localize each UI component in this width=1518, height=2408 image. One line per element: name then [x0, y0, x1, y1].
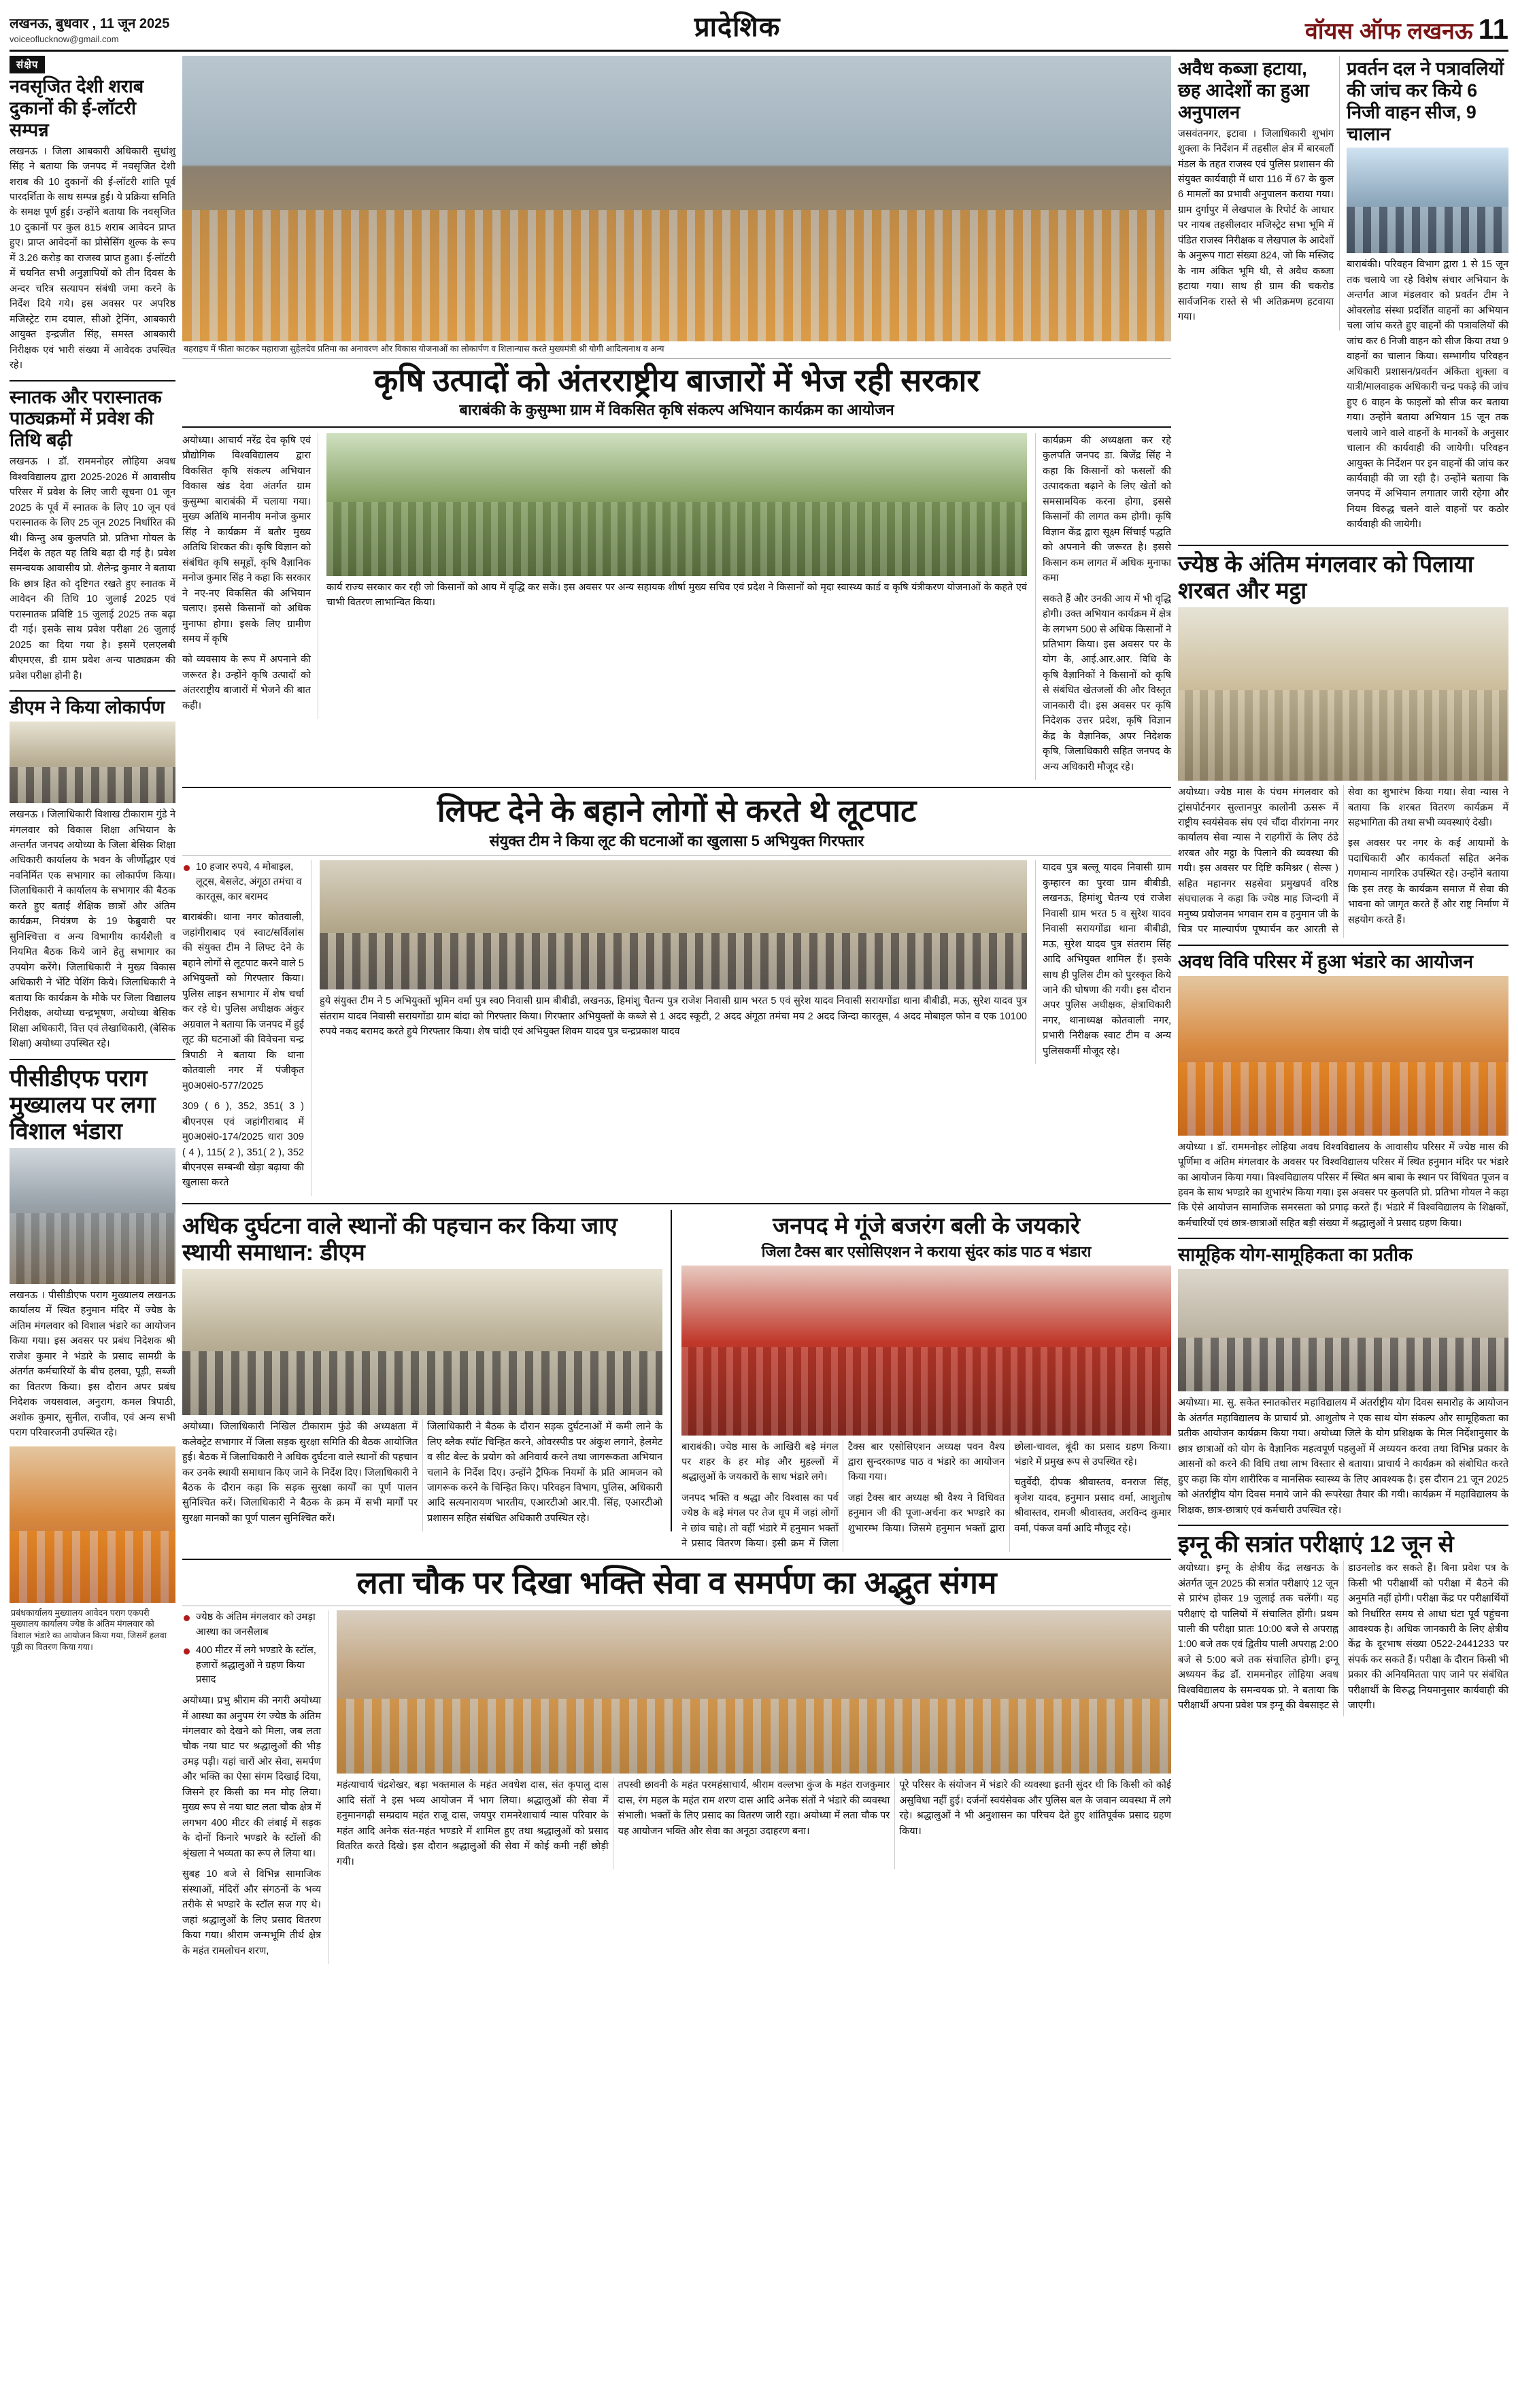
divider — [10, 690, 175, 692]
dm-road-safety-body — [182, 1419, 662, 1531]
lata-para-2: सुबह 10 बजे से विभिन्न सामाजिक संस्थाओं, मंदिरों और संगठनों के भव्य तरीके से भण्डारे के स्टॉल सज गए थे। जहां श्रद्धालुओं के लिए प्रसाद वितरण किया गया। श्रीराम जन्मभूमि तीर्थ क्षेत्र के महंत रामलोचन शरण, — [182, 1869, 321, 1956]
photo-figures — [182, 1351, 662, 1416]
lead-subhead: बाराबंकी के कुसुम्भा ग्राम में विकसित कृषि संकल्प अभियान कार्यक्रम का आयोजन — [459, 401, 894, 419]
left-story-3-headline: डीएम ने किया लोकार्पण — [10, 697, 165, 718]
photo-figures — [10, 1213, 175, 1284]
photo-sharbat-distribution — [1178, 607, 1508, 781]
lead-para-5: सकते हैं और उनकी आय में भी वृद्धि होगी। उक्त अभियान कार्यक्रम में क्षेत्र के लगभग 500 से अधिक किसानों ने प्रतिभाग किया। इस अवसर पर के योग के, आई.आर.आर. विधि के कृषि वैज्ञानिकों ने किसानों को कृषि से संबंधित खेतजलों की और विस्तृत जानकारी दी। इस अवसर पर कृषि निदेशक उत्तर प्रदेश, कृषि विज्ञान केंद्र के वैज्ञानिक, अपर निदेशक कृषि, जिलाधिकारी सहित जनपद के अन्य अधिकारी मौजूद रहे। — [1043, 593, 1171, 773]
photo-figures — [1178, 1062, 1508, 1136]
photo-figures — [1178, 690, 1508, 781]
lata-para-3: महंत्याचार्य चंद्रशेखर, बड़ा भक्तमाल के महंत अवधेश दास, संत कृपालु दास आदि संतों ने इस भव्य आयोजन में भाग लिया। श्रद्धालुओं की सेवा में हनुमानगढ़ी सम्प्रदाय महंत राजू दास, जयपुर रामनरेशाचार्य न्यास परिवार के महंत आदि अनेक संत-महंत भण्डारे में शामिल हुए तथा श्रद्धालुओं को प्रसाद वितरित करते दिखे। इस दौरान श्रद्धालुओं की सेवा में कोई कमी नहीं छोड़ी गयी। — [337, 1780, 609, 1867]
dm-para-2: जिलाधिकारी ने बैठक के दौरान सड़क दुर्घटनाओं में कमी लाने के लिए ब्लैक स्पॉट चिन्हित करने, ओवरस्पीड पर अंकुश लगाने, हेलमेट व सीट बेल्ट के प्रयोग को अनिवार्य करने तथा जागरूकता अभियान चलाने के निर्देश दिए। उन्होंने ट्रैफिक नियमों के प्रति आमजन को जागरूक करने के चिन्हित किए। परिवहन विभाग, पुलिस, अधिकारी आदि सत्यनारायण भारतीय, एआरटीओ आर.पी. सिंह, एआरटीओ प्रशासन सहित संबंधित अधिकारी उपस्थित रहे। — [427, 1421, 663, 1524]
left-story-4-caption: प्रबंधकार्यालय मुख्यालय आवेदन पराग एकपरी मुख्यालय कार्यालय ज्येष्ठ के अंतिम मंगलवार को विशाल भंडारे का आयोजन किया गया, जिसमें हलवा पूड़ी का वितरण किया गया। — [11, 1608, 167, 1652]
lata-para-1: अयोध्या। प्रभु श्रीराम की नगरी अयोध्या में आस्था का अनुपम रंग ज्येष्ठ के अंतिम मंगलवार को देखने को मिला, जब लता चौक नया घाट पर श्रद्धालुओं की भीड़ उमड़ पड़ी। यहां चारों ओर सेवा, समर्पण और भक्ति का ऐसा संगम दिखाई दिया, जिसने हर किसी का मन मोह लिया। मुख्य रूप से नया घाट लता चौक क्षेत्र में लगभग 400 मीटर की लंबाई में सड़क के दोनों किनारे भण्डारे के स्टॉलों की श्रृंखला ने भव्यता का रूप ले लिया था। — [182, 1695, 321, 1859]
divider — [182, 1559, 1171, 1560]
left-story-1-headline: नवसृजित देशी शराब दुकानों की ई-लॉटरी सम्पन्न — [10, 76, 144, 140]
divider — [1178, 545, 1508, 546]
right-top-row — [1178, 56, 1508, 538]
bajrang-body — [681, 1440, 1171, 1552]
photo-parag-bhandara-2 — [10, 1446, 175, 1603]
divider — [1178, 1525, 1508, 1526]
photo-figures — [326, 502, 1027, 576]
right-column — [1178, 56, 1508, 1716]
yoga-body: अयोध्या। मा. सु. सकेत स्नातकोत्तर महाविद्यालय में अंतर्राष्ट्रीय योग दिवस समारोह के आयोजन के अंतर्गत महाविद्यालय के प्राचार्य प्रो. आशुतोष ने एक साथ योग संकल्प और सामूहिकता का प्रतीक आयोजन कार्यक्रम किया गया। अयोध्या जिले के योग प्रशिक्षक के मिल निर्देशानुसार के छात्र छात्राओं को योग के वैज्ञानिक महत्वपूर्ण पहलुओं में अध्ययन करवा तथा विभिन्न प्रकार के आसनों को करने की विधि तथा लाभ विस्तार से बताया। प्राचार्य ने कार्यक्रम को संबोधित करते हुए कहा कि योग शारीरिक व मानसिक स्वास्थ्य के लिए आवश्यक है। इस दौरान 21 जून 2025 को अंतर्राष्ट्रीय योग दिवस मनाये जाने की रूपरेखा तैयार की गयी। कार्यक्रम में महाविद्यालय के शिक्षक, छात्र-छात्राएं एवं कर्मचारी उपस्थित रहे। — [1178, 1397, 1508, 1516]
photo-figures — [1178, 1338, 1508, 1391]
illegal-occupation-story — [1178, 56, 1340, 330]
photo-police-press — [320, 860, 1027, 989]
loot-story-body — [182, 860, 1171, 1196]
loot-headline: लिफ्ट देने के बहाने लोगों से करते थे लूटपाट — [437, 793, 917, 829]
photo-figures — [1347, 207, 1508, 253]
lata-body-columns — [337, 1778, 1171, 1869]
sharbat-para-2: इस अवसर पर नगर के कई आयामों के पदाधिकारी और कार्यकर्ता सहित अनेक गणमान्य नागरिक उपस्थित रहे। उन्होंने बताया कि इस तरह के कार्यक्रम समाज में सेवा की भावना को जागृत करते हैं और राष्ट्र निर्माण में सहयोग करते हैं। — [1348, 838, 1508, 926]
lead-para-4: कार्यक्रम की अध्यक्षता कर रहे कुलपति जनपद डा. बिजेंद्र सिंह ने कहा कि किसानों को फसलों की उत्पादकता बढ़ाने के लिए खेतों को समसामयिक करना होगा, इससे किसानों की लागत कम होगी। कृषि विज्ञान केंद्र द्वारा सूक्ष्म सिंचाई पद्धति को अपनाने की जरूरत है। इससे किसान कम लागत में अधिक मुनाफा कमा — [1043, 435, 1171, 584]
sharbat-para-1: अयोध्या। ज्येष्ठ मास के पंचम मंगलवार को ट्रांसपोर्टनगर सुल्तानपुर कालोनी ऊसरू में राष्ट्रीय स्वयंसेवक संघ एवं चौंदा वीरांगना नगर कार्यालय सेवा न्यास ने राहगीरों के लिए ठंडे शरबत और मट्ठा के पिलाने की व्यवस्था की गयी। इस अवसर पर दिष्टि कमिश्नर ( सेल्स ) सहित महानगर सहसेवा प्रमुखपर्व वरिष्ठ संघचालक ने कहा कि ज्येष्ठ माह जिन्दगी में मनुष्य प्रयोजनम भगवान राम व हनुमान जी के चित्र पर माल्यार्पण पूष्पार्चन कर आरती से सेवा का शुभारंभ किया गया। सेवा न्यास ने बताया कि शरबत वितरण कार्यक्रम में सहभागिता की तथा सभी व्यवस्थाएं देखी। — [1178, 787, 1508, 936]
page-grid — [10, 56, 1508, 1964]
lead-para-3: कार्य राज्य सरकार कर रही जो किसानों को आय में वृद्धि कर सकें। इस अवसर पर अन्य सहायक शीर्षा मुख्य सचिव एवं प्रदेश ने किसानों को मृदा स्वास्थ्य कार्ड व कृषि यंत्रीकरण योजनाओं के कहते एवं चाभी वितरण लाभान्वित किया। — [326, 581, 1027, 609]
dm-road-safety-story — [182, 1210, 672, 1531]
bajrang-para-2: जनपद भक्ति व श्रद्धा और विश्वास का पर्व ज्येष्ठ के बड़े मंगल पर तेज धूप में जहां लोगों ने छांव चाहे। तो वहीं भंडारे में हनुमान भक्तों ने प्रसाद वितरण किया। इसी क्रम में जिला टैक्स बार एसोसिएशन अध्यक्ष पवन वैश्य द्वारा सुन्दरकाण्ड पाठ व भंडारे का आयोजन किया गया। — [681, 1441, 1005, 1550]
divider — [182, 1203, 1171, 1204]
masthead-left — [10, 15, 169, 46]
photo-yoga-group — [1178, 1269, 1508, 1391]
illegal-occupation-body: जसवंतनगर, इटावा । जिलाधिकारी शुभांग शुक्ला के निर्देशन में तहसील क्षेत्र में बारबलौं मंडल के तहत राजस्व एवं पुलिस प्रशासन की संयुक्त कार्यवाही में धारा 116 में 67 के कुल 6 मामलों का प्रभावी अनुपालन कराया गया। ग्राम दुर्गापुर में लेखपाल के रिपोर्ट के आधार पर नायब तहसीलदार मजिस्ट्रेट सभा भूमि में पंडित राजस्व निरीक्षक व लेखपाल के आदेशों के अनुरूप गाटा संख्या 824, जो कि मस्जिद के नाम अंकित भूमि थी, से अवैध कब्जा हटाया गया। साथ ही ग्राम की चकरोड सार्वजनिक रास्ते से भी अतिक्रमण हटवाया गया। — [1178, 128, 1334, 323]
left-story-3-body: लखनऊ । जिलाधिकारी विशाख टीकाराम गुंडे ने मंगलवार को विकास शिक्षा अभियान के अन्तर्गत जनपद अयोध्या के जिला बेसिक शिक्षा अधिकारी कार्यालय के भवन के जीर्णोद्धार एवं नवनिर्मित एक सभागार का लोकार्पण किया। जिलाधिकारी ने कार्यालय के सभागार की बैठक करते हुए बताई शैक्षिक छात्रों और अंतिम कार्यक्रम, नियंत्रण के 19 फेब्रुवारी पर सुनिश्चित्ता व अन्य विभागीय कार्यशैली व नियमित बैठक किये जाने हेतु सभागार का उपयोग करेंगे। जिलाधिकारी ने मुख्य विकास अधिकारी ने भेंटि पेशिंग किये। जिलाधिकारी ने बताया कि कार्यक्रम के मौके पर जिला विद्यालय निरीक्षक, अयोध्या चन्द्रभूषण, अयोध्या बेसिक शिक्षा अधिकारी, वित्त एवं लेखाधिकारी, (बेसिक शिक्षा) अयोध्या उपस्थित रहे। — [10, 809, 175, 1050]
photo-parag-bhandara — [10, 1148, 175, 1284]
loot-para-1: बाराबंकी। थाना नगर कोतवाली, जहांगीराबाद एवं स्वाट/सर्विलांस की संयुक्त टीम ने लिफ्ट देने के बहाने लोगों से लूटपाट करने वाले 5 अभियुक्तों को गिरफ्तार किया। पुलिस लाइन सभागार में शेष चर्चा कर रहे थे। पुलिस अधीक्षक अंकुर अग्रवाल ने बताया कि जनपद में हुई लूट की घटनाओं की विवेचना चन्द्र त्रिपाठी ने बताया कि थाना कोतवाली नगर में पंजीकृत मु0अ0सं0-577/2025 — [182, 912, 304, 1091]
photo-avadh-univ-bhandara — [1178, 976, 1508, 1136]
enforcement-body: बाराबंकी। परिवहन विभाग द्वारा 1 से 15 जून तक चलाये जा रहे विशेष संचार अभियान के अन्तर्गत आज मंडलवार को प्रवर्तन टीम ने ओवरलोड संस्था प्रदर्शित वाहनों का अभियान चला जांच करते हुए वाहनों की पत्रावलियों की जांच कर 6 निजी वाहन को सीज किया तथा 9 वाहनों का चालान किया। सम्भागीय परिवहन अधिकारी प्रशासन/प्रवर्तन अंकिता शुक्ला व यात्री/मालवाहक अधिकारी चन्द्र पकड़े की जांच हुए 6 वाहन के फाइलों को सीज कर बताया गया। उन्होंने बताया अभियान 15 जून तक चलाये जाने वाले वाहनों के मानकों के अनुसार चालान की कार्यवाही की जायेगी। परिवहन आयुक्त के निर्देशन पर इन वाहनों की जांच कर कार्यवाही की जा रही है। उन्होंने बताया कि जनपद में अभियान लगातार जारी रहेगा और नियम विरुद्ध चलने वाले वाहनों पर कठोर कार्यवाही की जायेगी। — [1347, 259, 1508, 530]
lead-story-body — [182, 433, 1171, 780]
divider — [1178, 945, 1508, 946]
lata-chowk-headline: लता चौक पर दिखा भक्ति सेवा व समर्पण का अद्भुत संगम — [356, 1564, 997, 1600]
dm-para-1: अयोध्या। जिलाधिकारी निखिल टीकाराम फुंडे की अध्यक्षता में कलेक्ट्रेट सभागार में जिला सड़क सुरक्षा समिति की बैठक आयोजित हुई। बैठक में जिलाधिकारी ने अधिक दुर्घटना वाले स्थानों की पहचान कर उनके स्थायी समाधान किए जाने के निर्देश दिए। जिलाधिकारी ने बैठक के दौरान कहा कि सड़क सुरक्षा कार्यों का पूर्ण पालन सुनिश्चित करें। जिलाधिकारी ने बैठक के क्रम में सभी मार्गों पर सुरक्षा मानकों का पूर्ण पालन सुनिश्चित करें। — [182, 1421, 418, 1524]
bajrang-para-1: बाराबंकी। ज्येष्ठ मास के आखिरी बड़े मंगल पर शहर के हर मोड़ और मुहल्लों में श्रद्धालुओं के जयकारों के साथ भंडारे लगे। — [681, 1441, 839, 1483]
photo-vehicle-check — [1347, 148, 1508, 253]
page-number: 11 — [1478, 13, 1508, 45]
brand-name: वॉयस ऑफ लखनऊ — [1304, 18, 1473, 44]
lata-bullet-2: 400 मीटर में लगे भण्डारे के स्टॉल, हजारों श्रद्धालुओं ने ग्रहण किया प्रसाद — [182, 1644, 321, 1688]
lata-bullet-1: ज्येष्ठ के अंतिम मंगलवार को उमड़ा आस्था का जनसैलाब — [182, 1610, 321, 1640]
center-row-3 — [182, 1210, 1171, 1552]
bajrang-bali-story — [681, 1210, 1171, 1552]
contact-email: voiceoflucknow@gmail.com — [10, 34, 119, 45]
loot-para-2: 309 ( 6 ), 352, 351( 3 ) बीएनएस एवं जहांगीराबाद में मु0अ0सं0-174/2025 धारा 309 ( 4 ), 115( 2 ), 351( 2 ), 352 बीएनएस सम्बन्धी खेड़ा बढ़ाया की खुलासा करते — [182, 1101, 304, 1189]
ignou-body — [1178, 1561, 1508, 1716]
divider — [182, 855, 1171, 856]
photo-dm-inauguration — [10, 722, 175, 803]
photo-figures — [337, 1699, 1171, 1774]
publication-date: लखनऊ, बुधवार , 11 जून 2025 — [10, 16, 170, 32]
photo-figures — [681, 1347, 1171, 1436]
lata-bullets — [182, 1610, 321, 1688]
left-story-4-headline: पीसीडीएफ पराग मुख्यालय पर लगा विशाल भंडारा — [10, 1065, 156, 1144]
left-story-2-body: लखनऊ । डॉ. राममनोहर लोहिया अवध विश्वविद्यालय द्वारा 2025-2026 में आवासीय परिसर में प्रवेश के लिए जारी सूचना 01 जून 2025 के पूर्व में स्नातक के लिए 10 जून एवं परास्नातक के लिए 25 जून 2025 निर्धारित की थी। किन्तु अब कुलपति प्रो. प्रतिभा गोयल के निर्देश के तहत यह तिथि बढ़ा दी गई है। प्रवेश समन्वयक आवासीय प्रो. शैलेन्द्र कुमार ने बताया कि छात्र हित को दृष्टिगत रखते हुए स्नातक में आवेदन की तिथि 10 जुलाई 2025 एवं परास्नातक प्रविष्टि 15 जुलाई 2025 तक बढ़ा दी गई। इसके साथ प्रवेश परीक्षा 26 जुलाई 2025 का दिया गया है। इसमें एलएलबी बीएमएस, डी ग्राम प्रवेश अन्य पाठ्यक्रम की प्रवेश परीक्षा होनी है। — [10, 456, 175, 681]
photo-collectorate-meeting — [182, 1269, 662, 1415]
kicker-sankshep: संक्षेप — [10, 56, 45, 73]
divider — [10, 380, 175, 381]
lata-para-5: पूरे परिसर के संयोजन में भंडारे की व्यवस्था इतनी सुंदर थी कि किसी को कोई असुविधा नहीं हुई। दर्जनों स्वयंसेवक और पुलिस बल के जवान व्यवस्था में लगे रहे। श्रद्धालुओं ने भी अनुशासन का परिचय देते हुए शांतिपूर्वक प्रसाद ग्रहण किया। — [899, 1780, 1171, 1837]
bajrang-para-3: जहां टैक्स बार अध्यक्ष श्री वैश्य ने विधिवत हनुमान जी की पूजा-अर्चना कर भण्डारे का शुभारम्भ किया। जिसमे हनुमान भक्तों द्वारा छोला-चावल, बूंदी का प्रसाद ग्रहण किया। भंडारे में प्रमुख रूप से उपस्थित रहे। — [847, 1441, 1171, 1534]
loot-subhead: संयुक्त टीम ने किया लूट की घटनाओं का खुलासा 5 अभियुक्त गिरफ्तार — [489, 832, 864, 849]
lead-para-1: अयोध्या। आचार्य नरेंद्र देव कृषि एवं प्रौद्योगिक विश्वविद्यालय द्वारा विकसित कृषि संकल्प अभियान विकास खंड देवा अंतर्गत ग्राम कुसुम्भा बाराबंकी में चलाया गया। मुख्य अतिथि माननीय मनोज कुमार सिंह ने कार्यक्रम में बतौर मुख्य अतिथि शिरकत की। कृषि विज्ञान को संबंधित कृषि समूहों, कृषि वैज्ञानिक मनोज कुमार सिंह ने कहा कि सरकार ने नए-नए विकसित की अभियान चलाए। इससे किसानों को अधिक मुनाफा होगा। इसके लिए ग्रामीण समय में कृषि — [182, 435, 311, 645]
loot-para-4: यादव पुत्र बल्लू यादव निवासी ग्राम कुम्हारन का पुरवा ग्राम बीबीडी, लखनऊ, हिमांशु चैतन्य एवं राजेश निवासी ग्राम भरत 5 व सुरेश यादव निवासी सरायगोंडा थाना बीबीडी, मऊ, सुरेश यादव पुत्र संतराम सिंह आदि अभियुक्त शामिल हैं। इसके साथ ही पुलिस टीम को पुरस्कृत किये जाने की घोषणा की गयी। इस दौरान अपर पुलिस अधीक्षक, क्षेत्राधिकारी नगर, थानाध्यक्ष कोतवाली नगर, प्रभारी निरीक्षक स्वाट टीम व अन्य पुलिसकर्मी मौजूद रहे। — [1043, 862, 1171, 1057]
photo-lata-chowk-bhandara — [337, 1610, 1171, 1774]
sharbat-headline: ज्येष्ठ के अंतिम मंगलवार को पिलाया शरबत और मट्ठा — [1178, 551, 1474, 604]
loot-bullet-1: 10 हजार रुपये, 4 मोबाइल, लूट्स, बेसलेट, अंगूठा तमंचा व कारतूस, कार बरामद — [182, 860, 304, 904]
lead-photo-caption: बहराइच में फीता काटकर महाराजा सुहेलदेव प्रतिमा का अनावरण और विकास योजनाओं का लोकार्पण व शिलान्यास करते मुख्यमंत्री श्री योगी आदित्यनाथ व अन्य — [182, 341, 1171, 359]
left-story-1-body: लखनऊ । जिला आबकारी अधिकारी सुधांशु सिंह ने बताया कि जनपद में नवसृजित देशी शराब की 10 दुकानों की ई-लॉटरी शांति पूर्व पारदर्शिता के साथ सम्पन्न हुई। ये प्रक्रिया समिति के समक्ष पूर्ण हुई। उन्होंने बताया कि नवसृजित 10 दुकानों पर कुल 815 शराब आवेदन प्राप्त हुए। प्राप्त आवेदनों का प्रोसेसिंग शुल्क के रूप में 3.26 करोड़ का राजस्व प्राप्त हुआ। ई-लॉटरी में चयनित सभी अनुज्ञापियों को तीन दिवस के अन्दर चरित्र सत्यापन संबंधी जमा करने के निर्देश दिये गये। इस अवसर पर अपरिष्ठ मजिस्ट्रेट राम दयाल, सीओ ट्रेनिंग, आबकारी आयुक्त इन्द्रजीत सिंह, समस्त आबकारी निरीक्षक एवं भारी संख्या में आवेदक उपस्थित रहे। — [10, 146, 175, 371]
sharbat-body — [1178, 785, 1508, 938]
lead-para-2: को व्यवसाय के रूप में अपनाने की जरूरत है। उन्होंने कृषि उत्पादों को अंतरराष्ट्रीय बाजारों में भेजने की बात कही। — [182, 654, 311, 711]
divider — [1178, 1238, 1508, 1239]
photo-figures — [10, 1531, 175, 1603]
enforcement-headline: प्रवर्तन दल ने पत्रावलियों की जांच कर किये 6 निजी वाहन सीज, 9 चालान — [1347, 58, 1504, 144]
section-title: प्रादेशिक — [694, 12, 781, 42]
left-story-4-body: लखनऊ । पीसीडीएफ पराग मुख्यालय लखनऊ कार्यालय में स्थित हनुमान मंदिर में ज्येष्ठ के अंतिम मंगलवार को विशाल भंडारे का आयोजन किया गया। इस अवसर पर प्रबंध निदेशक श्री राजेश कुमार ने भंडारे के प्रसाद सामग्री के अंतर्गत कर्मचारियों के बीच हलवा, पूड़ी, सब्जी का वितरण किया। इस दौरान अपर प्रबंध निदेशक जयसवाल, अनुराग, कमल त्रिपाठी, अशोक कुमार, सुनील, राजीव, एवं अन्य सभी पराग परिवारजनी उपस्थित रहे। — [10, 1289, 175, 1439]
left-column — [10, 56, 175, 1657]
photo-figures — [320, 933, 1027, 990]
masthead-right — [1305, 13, 1508, 46]
divider — [10, 1059, 175, 1060]
ignou-headline: इग्नू की सत्रांत परीक्षाएं 12 जून से — [1178, 1531, 1454, 1558]
ignou-text: अयोध्या। इग्नू के क्षेत्रीय केंद्र लखनऊ के अंतर्गत जून 2025 की सत्रांत परीक्षाएं 12 जून से प्रारंभ होकर 19 जुलाई तक चलेंगी। यह परीक्षाएं दो पालियों में संचालित होंगी। प्रथम पाली की परीक्षा प्रातः 10:00 बजे से अपराह्न 1:00 बजे तक एवं द्वितीय पाली अपराह्न 2:00 बजे से 5:00 बजे तक संचालित होगी। इग्नू अध्ययन केंद्र डॉ. राममनोहर लोहिया अवध विश्वविद्यालय के समन्वयक प्रो. ने बताया कि परीक्षार्थी अपना प्रवेश पत्र इग्नू की वेबसाइट से डाउनलोड कर सकते हैं। बिना प्रवेश पत्र के किसी भी परीक्षार्थी को परीक्षा में बैठने की अनुमति नहीं होगी। परीक्षा केंद्र पर परीक्षार्थियों को निर्धारित समय से आधा घंटा पूर्व पहुंचना आवश्यक है। अधिक जानकारी के लिए क्षेत्रीय केंद्र के दूरभाष संख्या 0522-2441233 पर संपर्क कर सकते हैं। परीक्षा के दौरान किसी भी प्रकार की अनियमितता पाए जाने पर संबंधित परीक्षार्थी के विरुद्ध नियमानुसार कार्यवाही की जाएगी। — [1178, 1563, 1508, 1712]
divider — [182, 426, 1171, 428]
lata-chowk-top — [182, 1610, 1171, 1964]
photo-figures — [10, 767, 175, 803]
photo-krishi-sankalp — [326, 433, 1027, 576]
loot-para-3: हुये संयुक्त टीम ने 5 अभियुक्तों भूमिन वर्मा पुत्र स्व0 निवासी ग्राम बीबीडी, लखनऊ, हिमांशु चैतन्य पुत्र राजेश निवासी ग्राम भरत 5 एवं सुरेश यादव निवासी सरायगोंडा थाना बीबीडी, मऊ, सुरेश यादव पुत्र संतराम यादव निवासी सरायगोंडा ग्राम बांदा को गिरफ्तार किया। गिरफ्तार अभियुक्तों के कब्जे से 1 अदद स्कूटी, 2 अदद अंगूठा तमंचा मय 2 अदद जिन्दा कारतूस, 4 अदद मोबाइल फोन व एक 10100 रुपये नकद बरामद करते हुये गिरफ्तार किया। शेष चांदी एवं अभियुक्त शिवम यादव पुत्र चन्द्रप्रकाश यादव — [320, 996, 1027, 1038]
left-story-2-headline: स्नातक और परास्नातक पाठ्यक्रमों में प्रवेश की तिथि बढ़ी — [10, 386, 162, 451]
photo-figures — [182, 210, 1171, 341]
lead-headline: कृषि उत्पादों को अंतरराष्ट्रीय बाजारों में भेज रही सरकार — [373, 362, 980, 398]
photo-cm-yogi-inauguration — [182, 56, 1171, 341]
masthead — [10, 7, 1508, 52]
lata-para-4: तपस्वी छावनी के महंत परमहंसाचार्य, श्रीराम वल्लभा कुंज के महंत राजकुमार दास, रंग महल के महंत राम शरण दास आदि अनेक संतों ने भंडारे की व्यवस्था संभाली। भक्तों के लिए प्रसाद का वितरण जारी रहा। अयोध्या में लता चौक पर यह आयोजन भक्ति और सेवा का अनूठा उदाहरण बना। — [618, 1780, 890, 1837]
bajrang-para-4: चतुर्वेदी, दीपक श्रीवास्तव, वनराज सिंह, बृजेश यादव, हनुमान प्रसाद वर्मा, आशुतोष श्रीवास्तव, रामजी श्रीवास्तव, अरविन्द कुमार वर्मा, पंकज वर्मा आदि मौजूद रहे। — [1014, 1477, 1171, 1534]
loot-bullets — [182, 860, 304, 904]
avadh-bhandara-body: अयोध्या । डॉ. राममनोहर लोहिया अवध विश्वविद्यालय के आवासीय परिसर में ज्येष्ठ मास की पूर्णिमा व अंतिम मंगलवार के अवसर पर विश्वविद्यालय परिसर में स्थित हनुमान मंदिर पर भंडारे का आयोजन किया गया। विश्वविद्यालय परिसर में स्थित श्रम बाबा के स्थान पर विधिवत पूजन व हवन के साथ भण्डारे का शुभारंभ किया गया। इस अवसर पर कुलपति प्रो. प्रतिभा गोयल ने कहा कि ऐसे आयोजन सामाजिक समरसता को प्रगाढ़ करते हैं। भंडारे में विश्वविद्यालय के शिक्षकों, कर्मचारियों एवं छात्र-छात्राओं सहित बड़ी संख्या में श्रद्धालुओं ने प्रसाद ग्रहण किया। — [1178, 1141, 1508, 1229]
photo-bhandara-tent — [681, 1266, 1171, 1436]
avadh-bhandara-headline: अवध विवि परिसर में हुआ भंडारे का आयोजन — [1178, 951, 1473, 972]
bajrang-subhead: जिला टैक्स बार एसोसिएशन ने कराया सुंदर कांड पाठ व भंडारा — [761, 1243, 1092, 1260]
center-column — [182, 56, 1171, 1964]
yoga-headline: सामूहिक योग-सामूहिकता का प्रतीक — [1178, 1244, 1413, 1266]
dm-road-safety-headline: अधिक दुर्घटना वाले स्थानों की पहचान कर किया जाए स्थायी समाधान: डीएम — [182, 1213, 618, 1266]
illegal-occupation-headline: अवैध कब्जा हटाया, छह आदेशों का हुआ अनुपालन — [1178, 58, 1309, 122]
enforcement-story — [1347, 56, 1508, 538]
divider — [182, 787, 1171, 788]
brief-kicker-wrap — [10, 56, 175, 73]
bajrang-headline: जनपद मे गूंजे बजरंग बली के जयकारे — [773, 1213, 1080, 1239]
